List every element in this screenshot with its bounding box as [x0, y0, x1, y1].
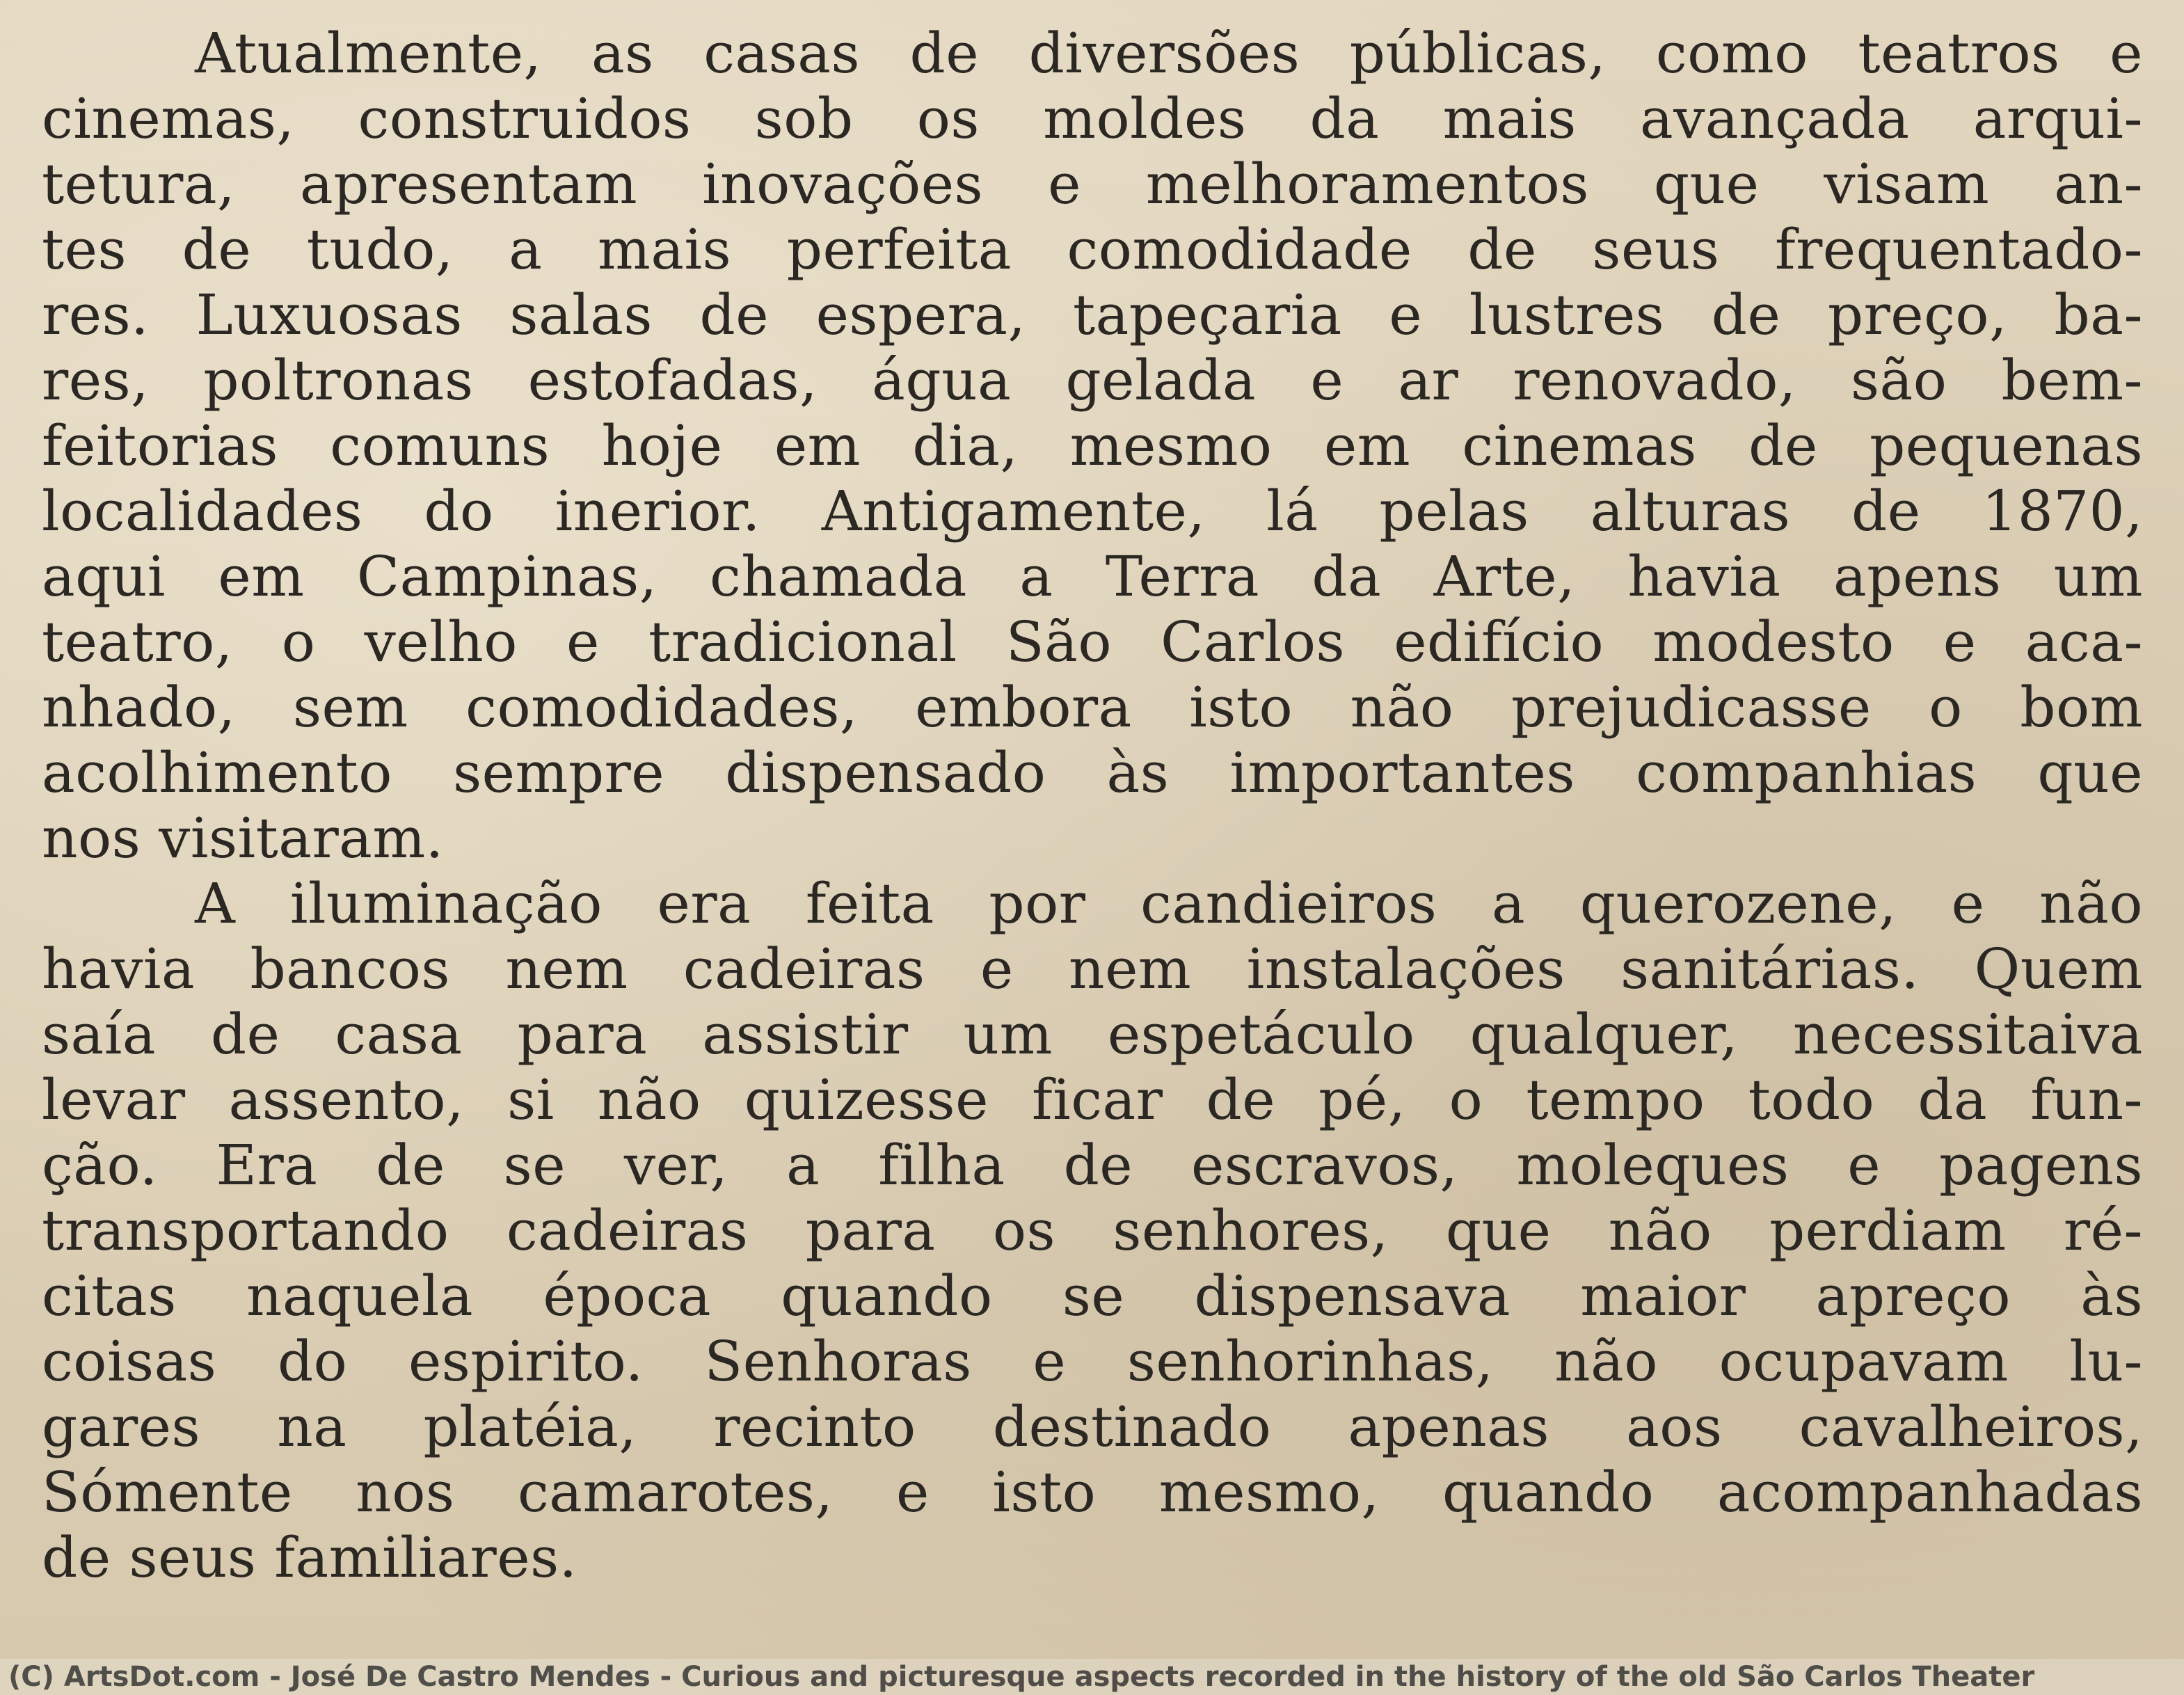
text-line: nhado, sem comodidades, embora isto não prejudicasse o bom	[42, 675, 2143, 740]
text-line: tetura, apresentam inovações e melhoramentos que visam an-	[42, 152, 2143, 216]
text-line: res. Luxuosas salas de espera, tapeçaria e lustres de preço, ba-	[42, 282, 2143, 347]
text-line: gares na platéia, recinto destinado apenas aos cavalheiros,	[42, 1394, 2143, 1459]
text-line: Sómente nos camarotes, e isto mesmo, quando acompanhadas	[42, 1460, 2143, 1525]
text-line: ção. Era de se ver, a filha de escravos, moleques e pagens	[42, 1133, 2143, 1197]
text-line: de seus familiares.	[42, 1525, 577, 1590]
text-line: feitorias comuns hoje em dia, mesmo em cinemas de pequenas	[42, 413, 2143, 478]
text-line: aqui em Campinas, chamada a Terra da Arte, havia apens um	[42, 544, 2143, 609]
text-line: localidades do inerior. Antigamente, lá pelas alturas de 1870,	[42, 479, 2143, 543]
text-line: A iluminação era feita por candieiros a querozene, e não	[195, 871, 2143, 936]
text-line: saía de casa para assistir um espetáculo qualquer, necessitaiva	[42, 1002, 2143, 1067]
article-text	[42, 21, 2143, 1591]
text-line: coisas do espirito. Senhoras e senhorinhas, não ocupavam lu-	[42, 1329, 2143, 1394]
text-line: tes de tudo, a mais perfeita comodidade de seus frequentado-	[42, 217, 2143, 282]
text-line: citas naquela época quando se dispensava maior apreço às	[42, 1264, 2143, 1328]
text-line: transportando cadeiras para os senhores, que não perdiam ré-	[42, 1198, 2143, 1263]
text-line: teatro, o velho e tradicional São Carlos edifício modesto e aca-	[42, 610, 2143, 674]
text-line: acolhimento sempre dispensado às importantes companhias que	[42, 740, 2143, 805]
text-line: nos visitaram.	[42, 806, 444, 870]
text-line: levar assento, si não quizesse ficar de pé, o tempo todo da fun-	[42, 1067, 2143, 1132]
copyright-watermark: (C) ArtsDot.com - José De Castro Mendes - Curious and picturesque aspects recorded in the history of the old São Carlos Theater	[0, 1659, 2184, 1695]
text-line: cinemas, construidos sob os moldes da mais avançada arqui-	[42, 86, 2143, 151]
text-line: res, poltronas estofadas, água gelada e ar renovado, são bem-	[42, 348, 2143, 413]
text-line: havia bancos nem cadeiras e nem instalações sanitárias. Quem	[42, 937, 2143, 1001]
text-line: Atualmente, as casas de diversões públicas, como teatros e	[195, 21, 2143, 86]
